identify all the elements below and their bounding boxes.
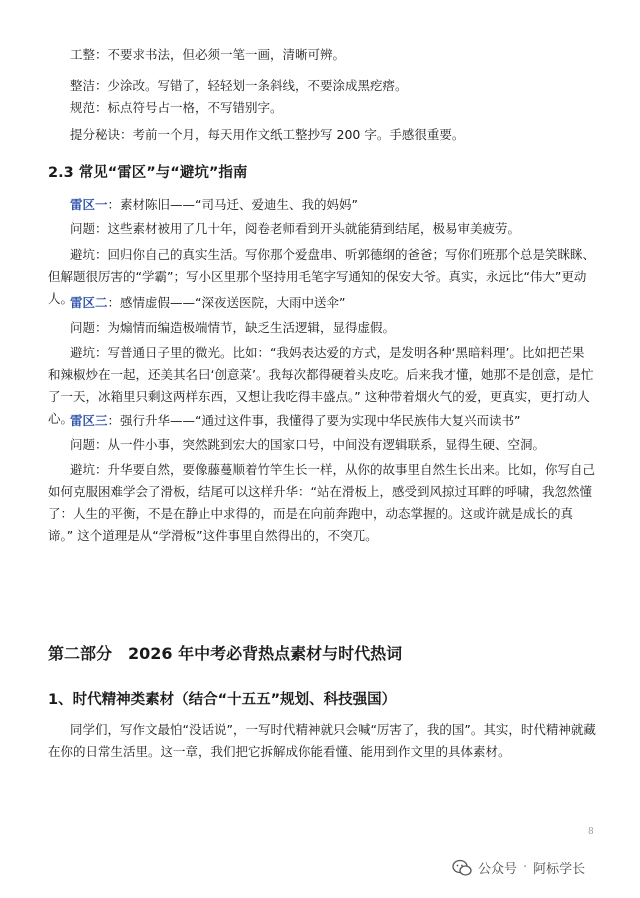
pitfall-2-problem: 问题：为煽情而编造极端情节，缺乏生活逻辑，显得虚假。 (70, 320, 396, 335)
section-heading-2-3: 2.3 常见“雷区”与“避坑”指南 (48, 165, 248, 181)
watermark-account: 阿标学长 (533, 862, 586, 877)
intro-paragraph: 同学们，写作文最怕“没话说”，一写时代精神就只会喊“厉害了，我的国”。其实，时代精神就藏在你的日常生活里。这一章，我们把它拆解成你能看懂、能用到作文里的具体素材。 (48, 722, 596, 759)
wechat-icon (452, 859, 472, 877)
score-tip: 提分秘诀：考前一个月，每天用作文纸工整抄写 200 字。手感很重要。 (70, 127, 465, 142)
rule-clean: 整洁：少涂改。写错了，轻轻划一条斜线，不要涂成黑疙瘩。 (70, 78, 408, 93)
pitfall-label: 雷区一 (70, 197, 108, 212)
section-heading-1: 1、时代精神类素材（结合“十五五”规划、科技强国） (48, 692, 397, 708)
pitfall-3-title: 雷区三：强行升华——“通过这件事，我懂得了要为实现中华民族伟大复兴而读书” (70, 413, 521, 428)
pitfall-1-avoid: 避坑：回归你自己的真实生活。写你那个爱盘串、听郭德纲的爸爸；写你们班那个总是笑眯眯、但解题很厉害的“学霸”；写小区里那个坚持用毛笔字写通知的保安大爷。真实，永远比“伟大”更动人。 (48, 247, 596, 306)
pitfall-1-title: 雷区一：素材陈旧——“司马迁、爱迪生、我的妈妈” (70, 197, 358, 212)
pitfall-3-avoid: 避坑：升华要自然，要像藤蔓顺着竹竿生长一样，从你的故事里自然生长出来。比如，你写自己如何克服困难学会了滑板，结尾可以这样升华：“站在滑板上，感受到风掠过耳畔的呼啸，我忽然懂了：人生的平衡，不是在静止中求得的，而是在向前奔跑中，动态掌握的。这或许就是成长的真谛。” 这个道理是从“学滑板”这件事里自然得出的，不突兀。 (48, 462, 596, 543)
pitfall-label: 雷区三 (70, 413, 108, 428)
rule-neat: 工整：不要求书法，但必须一笔一画，清晰可辨。 (70, 47, 346, 62)
pitfall-3-problem: 问题：从一件小事，突然跳到宏大的国家口号，中间没有逻辑联系，显得生硬、空洞。 (70, 437, 546, 452)
watermark-platform: 公众号 (478, 862, 518, 877)
page-number: 8 (588, 827, 594, 837)
pitfall-label: 雷区二 (70, 295, 108, 310)
pitfall-2-title: 雷区二：感情虚假——“深夜送医院，大雨中送伞” (70, 295, 346, 310)
pitfall-2-avoid: 避坑：写普通日子里的微光。比如：“我妈表达爱的方式，是发明各种‘黑暗料理’。比如把芒果和辣椒炒在一起，还美其名曰‘创意菜’。我每次都得硬着头皮吃。后来我才懂，她那不是创意，是忙了一天，冰箱里只剩这两样东西，又想让我吃得丰盛点。” 这种带着烟火气的爱，更真实，更打动人心。 (48, 345, 594, 426)
watermark (452, 858, 585, 877)
rule-standard: 规范：标点符号占一格，不写错别字。 (70, 100, 283, 115)
pitfall-1-problem: 问题：这些素材被用了几十年，阅卷老师看到开头就能猜到结尾，极易审美疲劳。 (70, 221, 521, 236)
part-heading: 第二部分 2026 年中考必背热点素材与时代热词 (48, 644, 403, 663)
watermark-dot: · (523, 860, 528, 875)
